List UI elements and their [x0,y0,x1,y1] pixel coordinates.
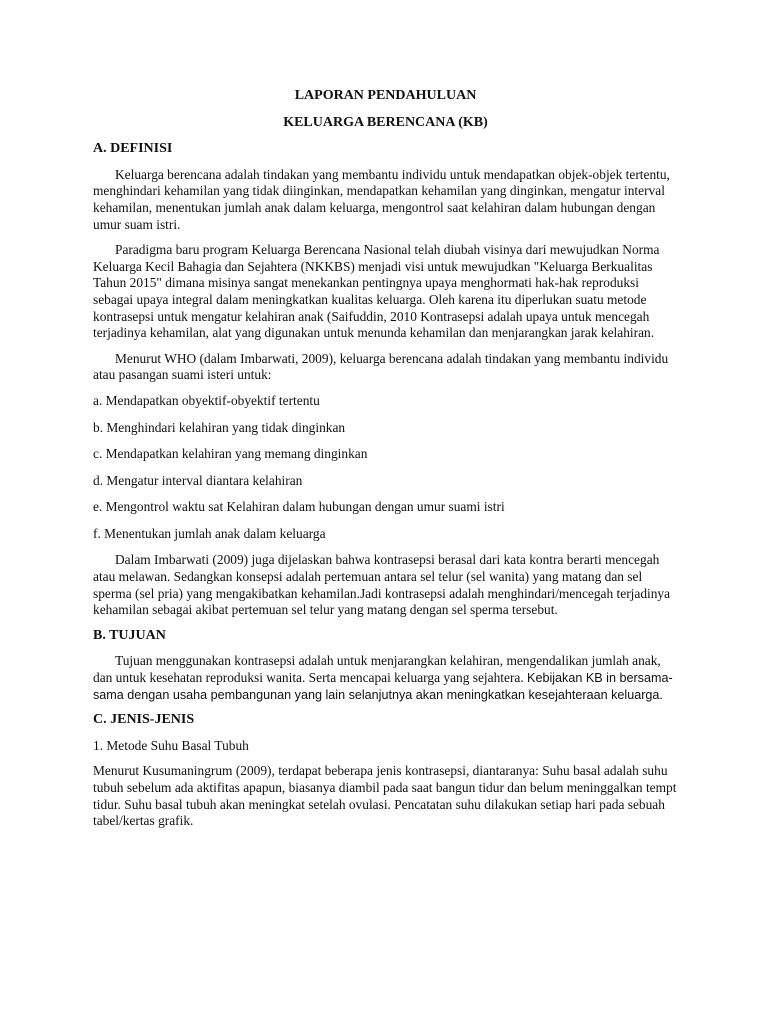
section-a-paragraph-3: Menurut WHO (dalam Imbarwati, 2009), keluarga berencana adalah tindakan yang membantu individu atau pasangan suami isteri untuk: [93,350,669,383]
section-c-paragraph-1: Menurut Kusumaningrum (2009), terdapat beberapa jenis kontrasepsi, diantaranya: Suhu basal adalah suhu tubuh sebelum ada aktifitas apapun, biasanya diambil pada saat bangun tidur dan belum meninggalkan tempt tidur. Suhu basal tubuh akan meningkat setelah ovulasi. Pencatatan suhu dilakukan setiap hari pada sebuah tabel/kertas grafik. [93,763,677,829]
section-b-paragraph-1 [93,653,678,703]
section-a-heading: A. DEFINISI [93,141,173,157]
document-content [93,88,678,839]
section-a-paragraph-2: Paradigma baru program Keluarga Berencana Nasional telah diubah visinya dari mewujudkan Norma Keluarga Kecil Bahagia dan Sejahtera (NKKBS) menjadi visi untuk mewujudkan "Keluarga Berkualitas Tahun 2015" dimana misinya sangat menekankan pentingnya upaya menghormati hak-hak reproduksi sebagai upaya integral dalam meningkatkan kualitas keluarga. Oleh karena itu diperlukan suatu metode kontrasepsi untuk mengatur kelahiran anak (Saifuddin, 2010 Kontrasepsi adalah upaya untuk mencegah terjadinya kehamilan, alat yang digunakan untuk menunda kehamilan dan menjarangkan jarak kelahiran. [93,242,660,341]
section-b-text-sans: Kebijakan KB in bersama-sama dengan usaha pembangunan yang lain selanjutnya akan meningkatkan kesejahteraan keluarga. [93,671,673,702]
section-b-text-serif: Tujuan menggunakan kontrasepsi adalah untuk menjarangkan kelahiran, mengendalikan jumlah anak, dan untuk kesehatan reproduksi wanita. Serta mencapai keluarga yang sejahtera. [93,653,661,686]
list-item: b. Menghindari kelahiran yang tidak dinginkan [93,419,346,435]
list-item: e. Mengontrol waktu sat Kelahiran dalam hubungan dengan umur suami istri [93,499,505,515]
section-a-paragraph-4: Dalam Imbarwati (2009) juga dijelaskan bahwa kontrasepsi berasal dari kata kontra berarti mencegah atau melawan. Sedangkan konsepsi adalah pertemuan antara sel telur (sel wanita) yang matang dan sel sperma (sel pria) yang mengakibatkan kehamilan.Jadi kontrasepsi adalah menghindari/mencegah terjadinya kehamilan sebagai akibat pertemuan sel telur yang matang dengan sel sperma tersebut. [93,552,671,618]
section-c-subheading: 1. Metode Suhu Basal Tubuh [93,737,249,753]
document-title: LAPORAN PENDAHULUAN [294,88,477,103]
document-subtitle: KELUARGA BERENCANA (KB) [283,114,488,130]
section-a-list [93,393,678,543]
section-b-heading: B. TUJUAN [93,627,166,643]
list-item: a. Mendapatkan obyektif-obyektif tertentu [93,392,320,408]
section-c-heading: C. JENIS-JENIS [93,712,195,728]
list-item: c. Mendapatkan kelahiran yang memang dinginkan [93,446,368,462]
section-a-paragraph-1: Keluarga berencana adalah tindakan yang membantu individu untuk mendapatkan objek-objek tertentu, menghindari kehamilan yang tidak diinginkan, mendapatkan kehamilan yang dinginkan, mengatur interval kehamilan, menentukan jumlah anak dalam keluarga, mengontrol saat kelahiran dalam hubungan dengan umur suam istri. [93,166,670,232]
list-item: f. Menentukan jumlah anak dalam keluarga [93,525,326,541]
list-item: d. Mengatur interval diantara kelahiran [93,472,303,488]
